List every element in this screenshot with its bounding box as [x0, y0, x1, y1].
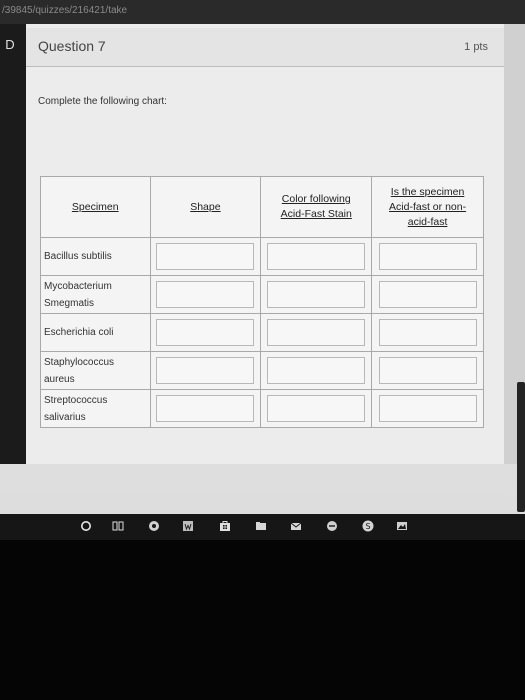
color-input[interactable]: [267, 395, 365, 422]
edge-icon[interactable]: [326, 520, 338, 532]
specimen-cell: Escherichia coli: [41, 314, 151, 352]
file-explorer-icon[interactable]: [255, 520, 267, 532]
color-input[interactable]: [267, 319, 365, 346]
column-header-acid-fast: Is the specimen Acid-fast or non- acid-fast: [372, 177, 484, 238]
svg-text:S: S: [365, 522, 371, 531]
skype-icon[interactable]: [362, 520, 374, 532]
column-header-shape: Shape: [150, 177, 261, 238]
mail-icon[interactable]: [290, 520, 302, 532]
address-bar[interactable]: [0, 0, 525, 24]
acid-fast-input[interactable]: [379, 243, 477, 270]
vertical-scrollbar[interactable]: [517, 382, 525, 512]
table-row: [41, 314, 484, 352]
shape-input[interactable]: [156, 357, 254, 384]
specimen-cell: Mycobacterium Smegmatis: [41, 276, 151, 314]
start-icon[interactable]: [80, 520, 92, 532]
specimen-cell: Staphylococcus aureus: [41, 352, 151, 390]
shape-input[interactable]: [156, 395, 254, 422]
taskbar: [0, 514, 525, 540]
specimen-cell: Streptococcus salivarius: [41, 390, 151, 428]
acid-fast-input[interactable]: [379, 357, 477, 384]
table-row: [41, 276, 484, 314]
question-title: Question 7: [38, 38, 106, 54]
color-input[interactable]: [267, 243, 365, 270]
shape-input[interactable]: [156, 281, 254, 308]
column-header-specimen: Specimen: [41, 177, 151, 238]
question-header: [26, 28, 504, 67]
acid-fast-input[interactable]: [379, 395, 477, 422]
acid-fast-input[interactable]: [379, 319, 477, 346]
shape-input[interactable]: [156, 319, 254, 346]
course-nav-strip: [0, 24, 26, 464]
table-row: [41, 390, 484, 428]
column-header-color: Color following Acid-Fast Stain: [261, 177, 372, 238]
shape-input[interactable]: [156, 243, 254, 270]
collapse-nav-icon[interactable]: D: [5, 37, 15, 52]
quiz-content: [26, 24, 504, 464]
store-icon[interactable]: [219, 520, 231, 532]
cortana-icon[interactable]: [148, 520, 160, 532]
table-header-row: [41, 177, 484, 238]
answer-chart-table: [40, 176, 484, 428]
specimen-cell: Bacillus subtilis: [41, 238, 151, 276]
acid-fast-input[interactable]: [379, 281, 477, 308]
table-row: [41, 352, 484, 390]
word-icon[interactable]: [182, 520, 194, 532]
color-input[interactable]: [267, 357, 365, 384]
question-points: 1 pts: [464, 41, 488, 53]
photos-icon[interactable]: [396, 520, 408, 532]
url-text: /39845/quizzes/216421/take: [2, 5, 128, 16]
table-row: [41, 238, 484, 276]
color-input[interactable]: [267, 281, 365, 308]
question-instructions: Complete the following chart:: [38, 96, 167, 107]
task-view-icon[interactable]: [112, 520, 124, 532]
